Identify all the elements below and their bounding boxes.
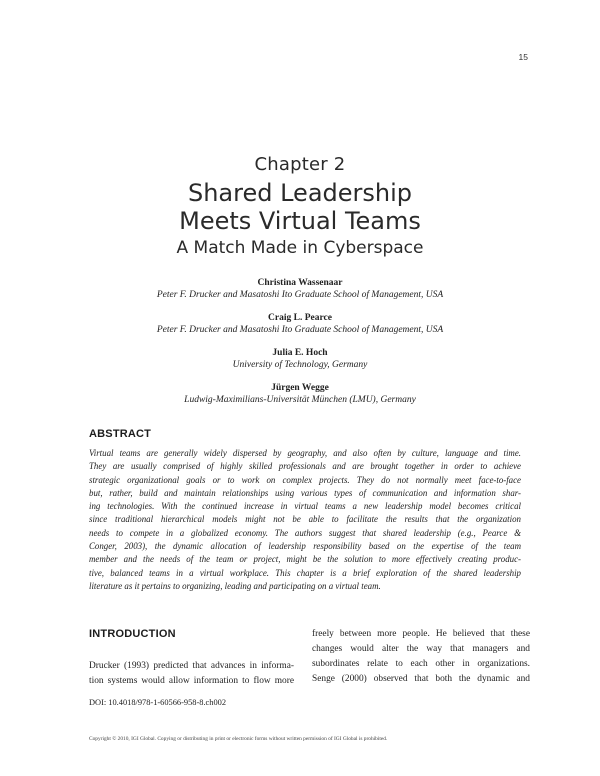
author-entry [0, 382, 600, 406]
abstract-line: They are usually comprised of highly skilled professionals and are brought together in order to achieve [89, 461, 521, 472]
body-line: subordinates relate to each other in organizations. [312, 659, 530, 669]
author-entry [0, 347, 600, 371]
introduction-right-column [312, 627, 530, 687]
author-name: Craig L. Pearce [268, 313, 332, 323]
body-line: tion systems would allow information to flow more [89, 676, 294, 686]
author-list [0, 277, 600, 417]
author-affiliation: Peter F. Drucker and Masatoshi Ito Graduate School of Management, USA [156, 290, 444, 300]
abstract-line: Conger, 2003), the dynamic allocation of leadership responsibility based on the expertise of the team [89, 541, 521, 552]
abstract-line: but, rather, build and maintain relationships using various types of communication and information shar- [89, 487, 521, 498]
author-name: Jürgen Wegge [271, 383, 329, 393]
chapter-title-line-1: Shared Leadership [187, 179, 413, 207]
abstract-line: strategic organizational goals or to work on complex projects. They do not normally meet face-to-face [89, 474, 521, 485]
author-affiliation: Peter F. Drucker and Masatoshi Ito Graduate School of Management, USA [156, 325, 444, 335]
body-line: Drucker (1993) predicted that advances in informa- [89, 661, 294, 671]
abstract-line: since traditional hierarchical models might not be able to facilitate the results that the organization [89, 514, 521, 525]
introduction-heading: INTRODUCTION [89, 628, 176, 640]
title-block [0, 153, 600, 259]
author-entry [0, 312, 600, 336]
page-number: 15 [518, 52, 528, 62]
abstract-line: ing technologies. With the continued increase in virtual teams a new leadership model becomes critical [89, 501, 521, 512]
author-name: Christina Wassenaar [257, 278, 343, 288]
chapter-title [0, 179, 600, 235]
abstract-text [89, 447, 521, 593]
abstract-line: Virtual teams are generally widely dispersed by geography, and also often by culture, language and time. [89, 448, 521, 458]
abstract-line: member and the needs of the team or project, might be the solution to more effectively creating produc- [89, 554, 521, 565]
doi: DOI: 10.4018/978-1-60566-958-8.ch002 [89, 698, 227, 707]
body-line: freely between more people. He believed that these [312, 629, 530, 639]
introduction-left-column [89, 659, 294, 689]
author-affiliation: University of Technology, Germany [232, 360, 368, 370]
body-line: Senge (2000) observed that both the dynamic and [312, 674, 530, 684]
abstract-line: tive, balanced teams in a virtual workplace. This chapter is a brief exploration of the shared leadership [89, 567, 521, 578]
copyright-notice: Copyright © 2010, IGI Global. Copying or distributing in print or electronic forms without written permission of IGI Global is prohibited. [89, 736, 388, 742]
author-affiliation: Ludwig-Maximilians-Universität München (LMU), Germany [184, 395, 416, 405]
abstract-line: needs to compete in a globalized economy. The authors suggest that shared leadership (e.g., Pearce & [89, 527, 521, 538]
chapter-title-line-2: Meets Virtual Teams [179, 207, 421, 235]
chapter-subtitle: A Match Made in Cyberspace [176, 238, 424, 258]
abstract-line: literature as it pertains to organizing, leading and participating on a virtual team. [89, 580, 381, 591]
abstract-heading: ABSTRACT [89, 428, 152, 440]
author-name: Julia E. Hoch [272, 348, 328, 358]
body-line: changes would alter the way that managers and [312, 644, 530, 654]
chapter-label: Chapter 2 [254, 154, 346, 175]
author-entry [0, 277, 600, 301]
